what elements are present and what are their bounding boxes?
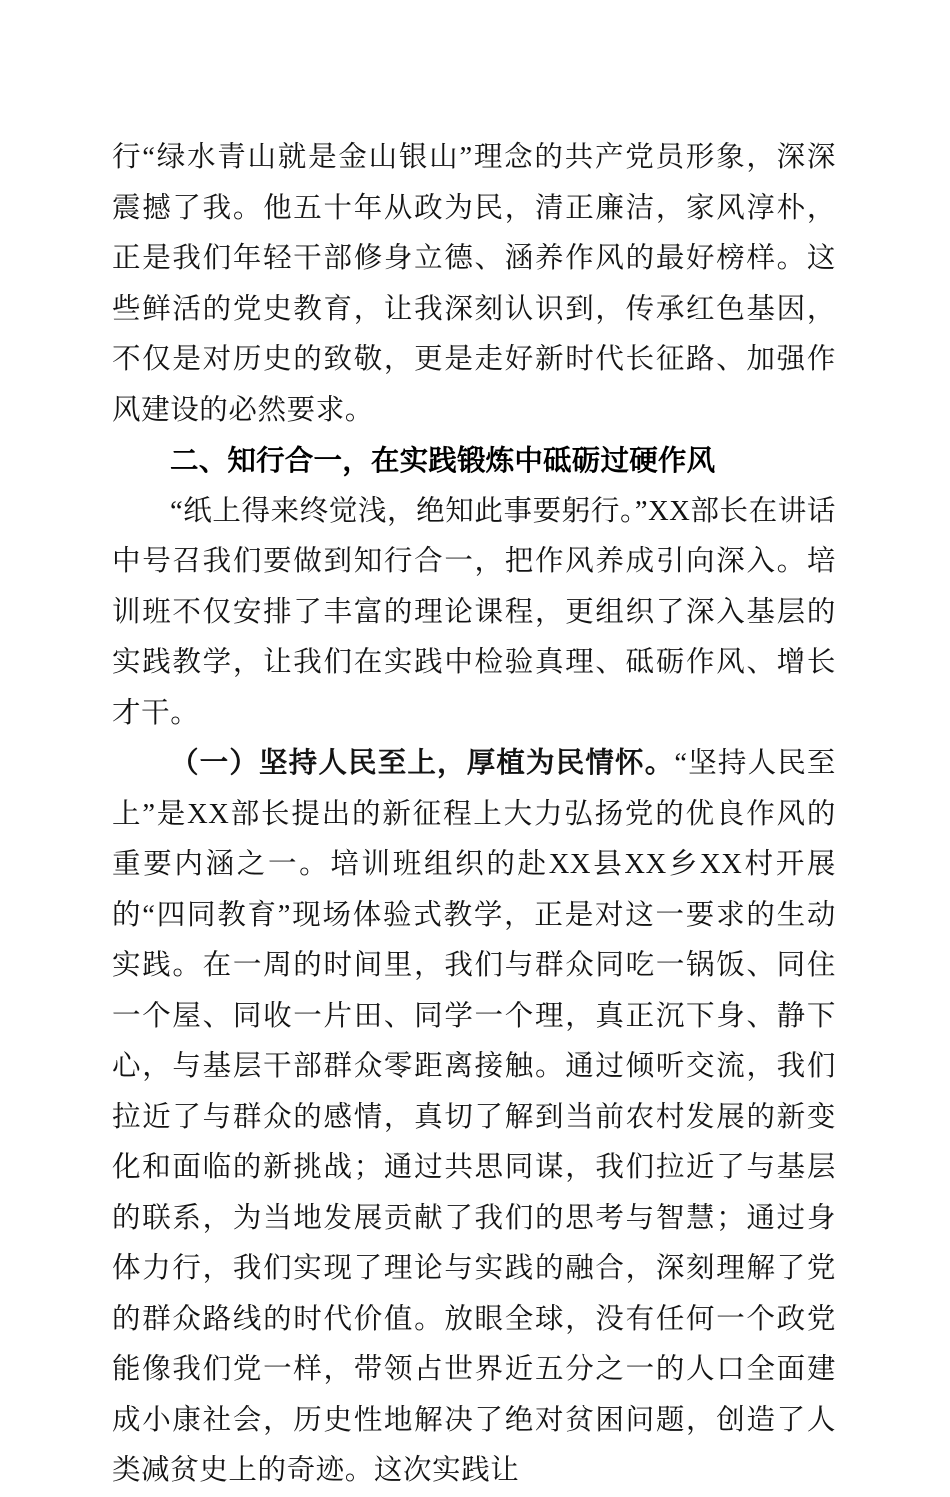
document-text-column [112,133,836,1497]
section-heading-two: 二、知行合一，在实践锻炼中砥砺过硬作风 [170,445,716,477]
subsection-lead-in: （一）坚持人民至上，厚植为民情怀。 [170,748,675,779]
paragraph-continued: 行“绿水青山就是金山银山”理念的共产党员形象，深深震撼了我。他五十年从政为民，清正廉洁，家风淳朴，正是我们年轻干部修身立德、涵养作风的最好榜样。这些鲜活的党史教育，让我深刻认识到，传承红色基因，不仅是对历史的致敬，更是走好新时代长征路、加强作风建设的必然要求。 [112,142,836,426]
paragraph-subsection-one [112,739,836,1497]
subsection-body: “坚持人民至上”是XX部长提出的新征程上大力弘扬党的优良作风的重要内涵之一。培训班组织的赴XX县XX乡XX村开展的“四同教育”现场体验式教学，正是对这一要求的生动实践。在一周的时间里，我们与群众同吃一锅饭、同住一个屋、同收一片田、同学一个理，真正沉下身、静下心，与基层干部群众零距离接触。通过倾听交流，我们拉近了与群众的感情，真切了解到当前农村发展的新变化和面临的新挑战；通过共思同谋，我们拉近了与基层的联系，为当地发展贡献了我们的思考与智慧；通过身体力行，我们实现了理论与实践的融合，深刻理解了党的群众路线的时代价值。放眼全球，没有任何一个政党能像我们党一样，带领占世界近五分之一的人口全面建成小康社会，历史性地解决了绝对贫困问题，创造了人类减贫史上的奇迹。这次实践让 [112,748,837,1486]
paragraph-section-two-intro: “纸上得来终觉浅，绝知此事要躬行。”XX部长在讲话中号召我们要做到知行合一，把作风养成引向深入。培训班不仅安排了丰富的理论课程，更组织了深入基层的实践教学，让我们在实践中检验真理、砥砺作风、增长才干。 [112,495,836,729]
